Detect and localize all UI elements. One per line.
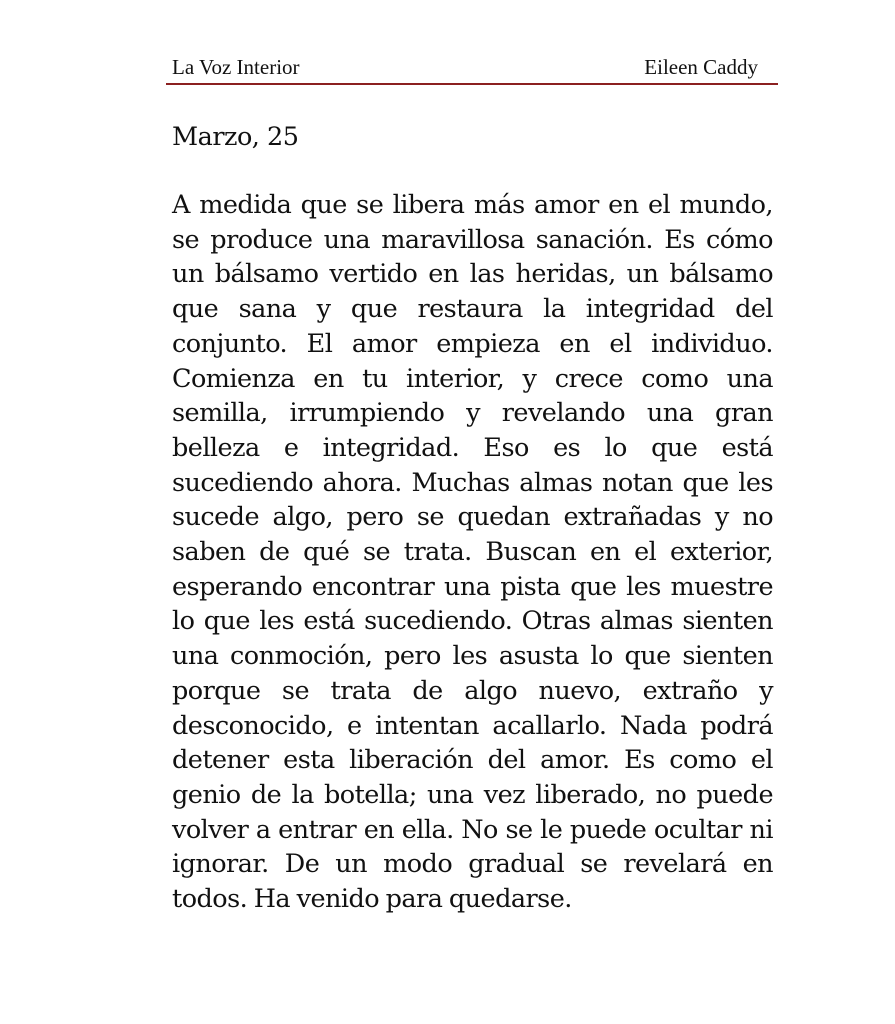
author-name: Eileen Caddy [644, 55, 758, 79]
entry-date: Marzo, 25 [172, 122, 299, 152]
document-page [166, 0, 778, 1024]
running-header [166, 53, 778, 85]
book-title: La Voz Interior [172, 55, 300, 79]
entry-body-text: A medida que se libera más amor en el mundo, se produce una maravillosa sanación. Es cómo un bálsamo vertido en las heridas, un bálsamo que sana y que restaura la integridad del conjunto. El amor empieza en el individuo. Comienza en tu interior, y crece como una semilla, irrumpiendo y revelando una gran belleza e integridad. Eso es lo que está sucediendo ahora. Muchas almas notan que les sucede algo, pero se quedan extrañadas y no saben de qué se trata. Buscan en el exterior, esperando encontrar una pista que les muestre lo que les está sucediendo. Otras almas sienten una conmoción, pero les asusta lo que sienten porque se trata de algo nuevo, extraño y desconocido, e intentan acallarlo. Nada podrá detener esta liberación del amor. Es como el genio de la botella; una vez liberado, no puede volver a entrar en ella. No se le puede ocultar ni ignorar. De un modo gradual se revelará en todos. Ha venido para quedarse. [172, 190, 773, 915]
